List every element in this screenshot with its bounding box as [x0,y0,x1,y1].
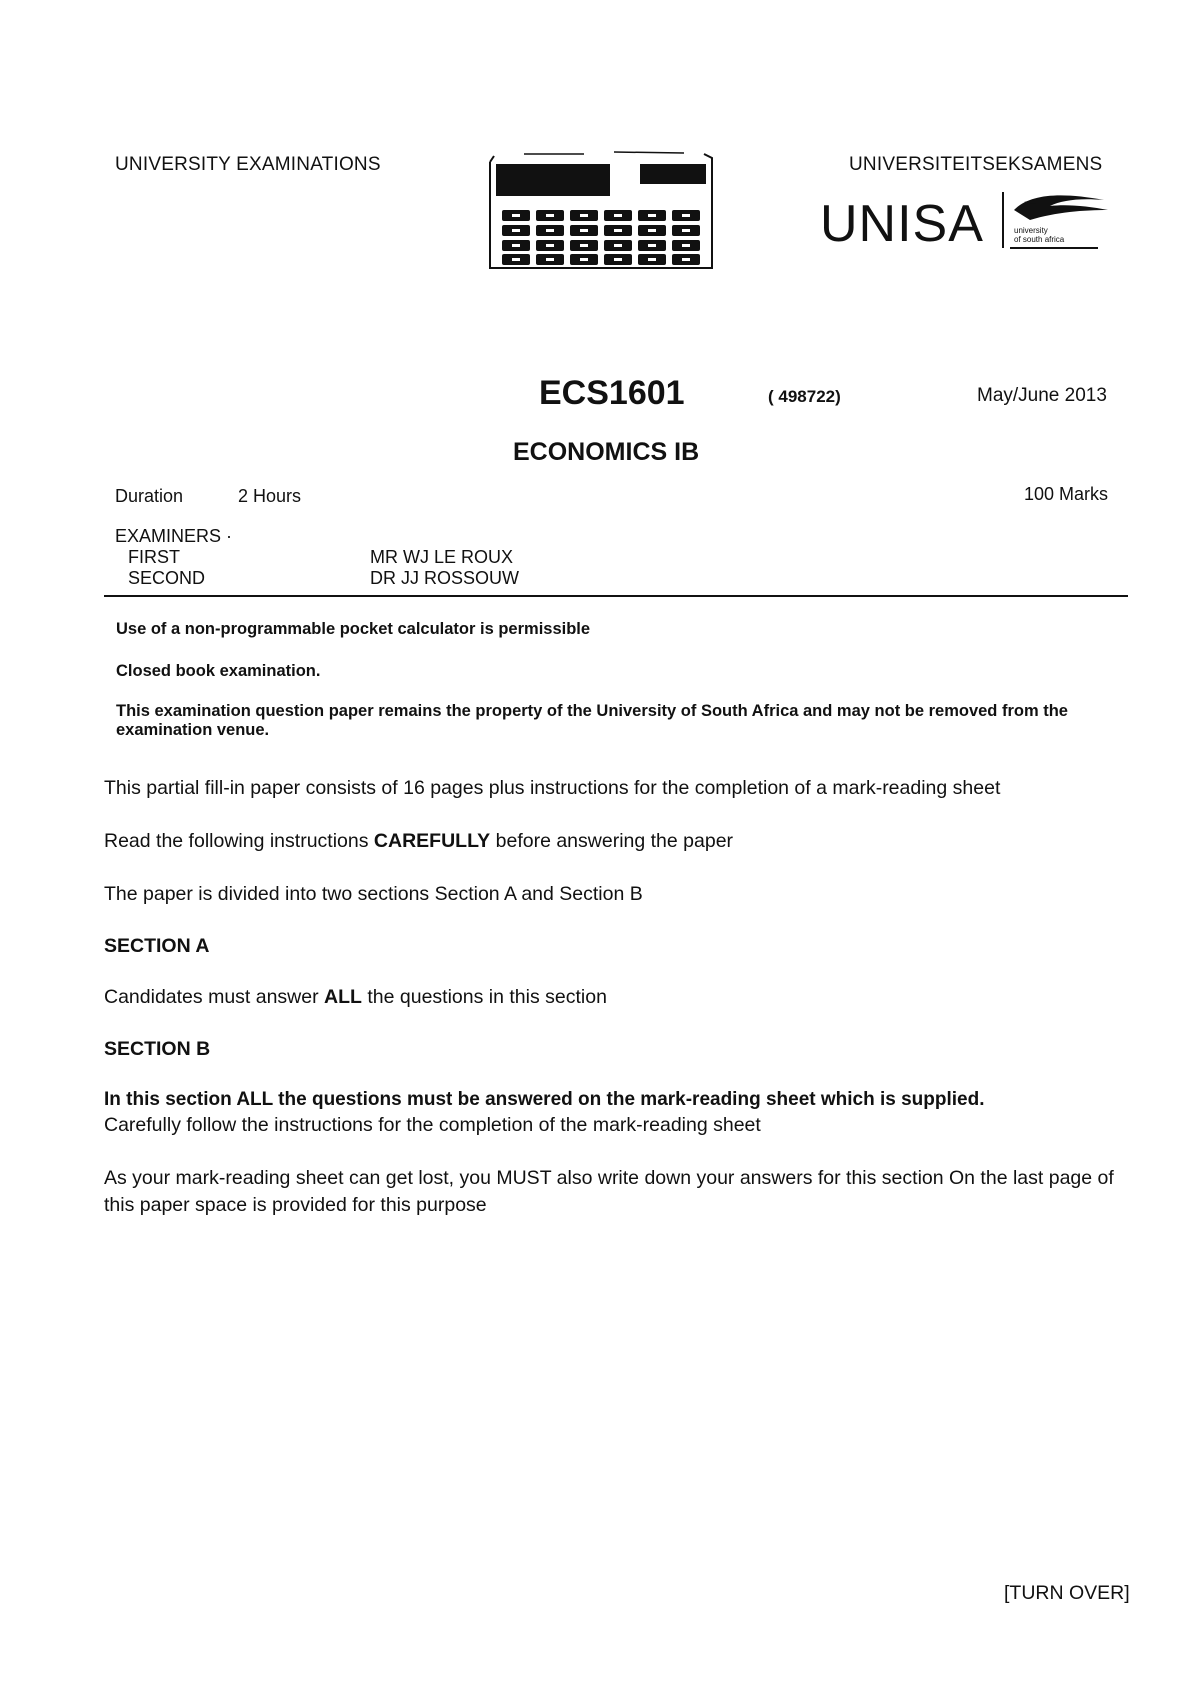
course-title: ECONOMICS IB [513,438,700,466]
all-emphasis: ALL [324,986,362,1008]
first-examiner-label: FIRST [128,547,180,567]
unisa-logo-wordmark: UNISA [820,195,984,253]
examiners-heading: EXAMINERS · [115,526,233,546]
header-divider-rule [104,595,1128,597]
read-before-text: Read the following instructions [104,830,369,852]
duration-value: 2 Hours [238,486,302,506]
section-a-instruction [104,984,607,1011]
section-a-after-text: the questions in this section [367,986,607,1008]
calculator-note: Use of a non-programmable pocket calculator is permissible [116,620,591,638]
read-carefully-instruction [104,828,733,855]
section-a-heading: SECTION A [104,935,210,957]
first-examiner-name: MR WJ LE ROUX [370,547,514,567]
logo-tagline-line-2: of south africa [1014,235,1065,244]
calculator-icon [484,150,716,272]
logo-underline [1010,247,1098,249]
sections-instruction: The paper is divided into two sections Section A and Section B [104,883,643,905]
total-marks: 100 Marks [1024,484,1109,504]
logo-tagline-line-1: university [1014,226,1048,235]
section-b-follow-instruction: Carefully follow the instructions for the completion of the mark-reading sheet [104,1114,761,1136]
section-b-heading: SECTION B [104,1038,211,1060]
carefully-emphasis: CAREFULLY [373,830,491,852]
logo-divider [1002,192,1004,248]
second-examiner-label: SECOND [128,568,206,588]
property-note: This examination question paper remains the property of the University of South Africa and may not be removed from the examination venue. [116,702,1068,739]
university-examinations-heading: UNIVERSITY EXAMINATIONS [115,154,381,175]
paper-number: ( 498722) [768,387,841,406]
page-count-instruction: This partial fill-in paper consists of 16 pages plus instructions for the completion of a mark-reading sheet [104,777,1001,799]
turn-over-label: [TURN OVER] [1004,1582,1130,1604]
closed-book-note: Closed book examination. [116,662,321,680]
duration-label: Duration [115,486,184,506]
section-a-before-text: Candidates must answer [104,986,319,1008]
section-b-bold-instruction: In this section ALL the questions must be answered on the mark-reading sheet which is supplied. [104,1089,985,1110]
universiteitseksamens-heading: UNIVERSITEITSEKSAMENS [849,154,1103,175]
exam-date: May/June 2013 [977,385,1107,406]
lost-sheet-instruction: As your mark-reading sheet can get lost, you MUST also write down your answers for this section On the last page of this paper space is provided for this purpose [104,1167,1114,1216]
second-examiner-name: DR JJ ROSSOUW [370,568,520,588]
course-code: ECS1601 [539,374,685,412]
read-after-text: before answering the paper [495,830,734,852]
unisa-logo-emblem-icon [1010,190,1110,222]
